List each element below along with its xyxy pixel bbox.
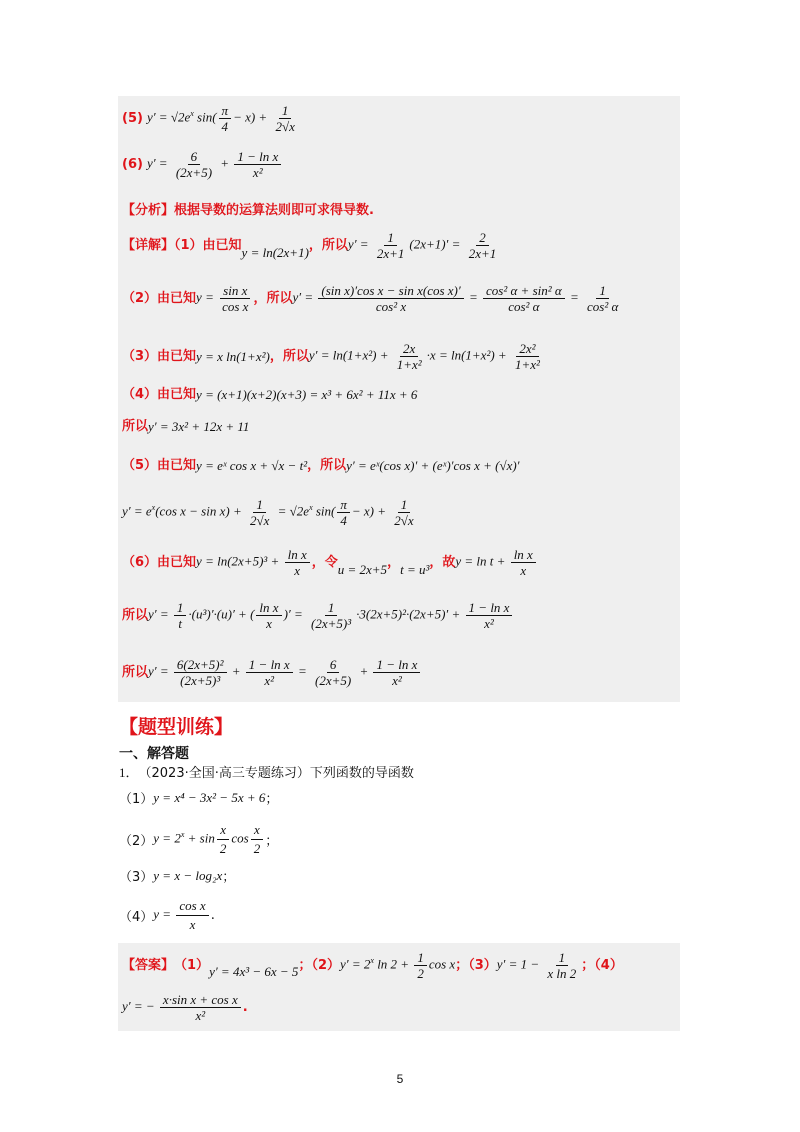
detail-6-result-1-expr: y′ = $\frac{1}{t}$ ·(u³)′·(u)′ + ( $\frac{\text{ln x}}{x}$ )′ = $\frac{1}{\text{(2x+5)³}}$ ·3(2x+5)²·(2x+5)′ + $\frac{\text{1 − ln x}}{\text{x²}}$ [148, 601, 514, 630]
question-stem [119, 762, 414, 781]
sub-title: 一、解答题 [119, 746, 189, 762]
answer-2-label: ；（2） [298, 958, 340, 973]
detail-6-result-1 [122, 601, 514, 630]
detail-5-result: y′ = eˣ(cos x)′ + (eˣ)′cos x + (√x)′ [346, 458, 520, 473]
detail-6-let: ，令 [311, 555, 338, 570]
detail-6-result-2-expr: y′ = $\frac{\text{6(2x+5)²}}{\text{(2x+5)³}}$ + $\frac{\text{1 − ln x}}{\text{x²}}$ = $\frac{6}{(2x+5)}$ + $\frac{\text{1 − ln x}}{\text{x²}}$ [148, 658, 422, 687]
detail-6-result-2 [122, 658, 422, 687]
detail-6-comma: ， [387, 555, 401, 570]
detail-3 [122, 342, 545, 371]
detail-6-t: t = u³ [400, 562, 430, 577]
detail-6-u: u = 2x+5 [337, 562, 388, 577]
page-number: 5 [396, 1072, 404, 1086]
question-part-2 [119, 822, 278, 857]
detail-2-expr: y = $\frac{\text{sin x}}{\text{cos x}}$ [196, 283, 249, 314]
question-part-1 [119, 788, 278, 807]
detail-3-label: （3）由已知 [122, 349, 197, 364]
part-1-label: （1） [119, 792, 154, 807]
answer-label: 【答案】 [122, 958, 175, 973]
item-6 [122, 150, 283, 179]
detail-4-label: （4）由已知 [122, 387, 197, 402]
part-2-expr: $y = 2^x + \sin$ $\frac{x}{2}$ cos $\frac{x}{2}$ [153, 822, 265, 857]
detail-1-label: 【详解】（1）由已知 [122, 238, 242, 253]
part-2-label: （2） [119, 834, 154, 849]
detail-2-label: （2）由已知 [122, 291, 197, 306]
detail-2 [122, 284, 623, 313]
solution-box [118, 96, 680, 702]
answer-3-label: ；（3） [455, 958, 497, 973]
part-1-end: ； [265, 792, 279, 807]
section-title: 【题型训练】 [119, 716, 234, 738]
part-2-end: ； [265, 834, 279, 849]
detail-4-result-line [122, 420, 249, 433]
item-6-label: (6) [122, 157, 143, 172]
analysis [122, 204, 374, 217]
answer-4-label: ；（4） [581, 958, 623, 973]
answer-box [118, 943, 680, 1031]
answer-line-2 [122, 993, 248, 1022]
detail-3-result: y′ = ln(1+x²) + $\frac{2x}{\text{1+x²}}$ ·x = ln(1+x²) + $\frac{\text{2x²}}{\text{1+x²}}$ [308, 341, 540, 372]
detail-1-so: ，所以 [308, 238, 348, 253]
answer-1-label: （1） [174, 958, 210, 973]
detail-1-result: y′ = $\frac{1}{2x+1}$ (2x+1)′ = $\frac{2}{2x+1}$ [347, 230, 497, 261]
item-6-expr: y′ = $\frac{6}{(2x+5)}$ + $\frac{\text{1 − ln x}}{\text{x²}}$ [147, 150, 283, 179]
detail-5-line-2 [122, 498, 419, 527]
question-source: （2023·全国·高三专题练习）下列函数的导函数 [138, 766, 414, 781]
answer-2: $y' = 2^x$ ln 2 + $\frac{1}{2}$ cos x [339, 950, 456, 981]
answer-line-1 [122, 951, 623, 980]
detail-6-thus: ，故 [429, 555, 456, 570]
item-5-expr: $y' = √2e^x$ sin( $\frac{\pi}{4}$ − x) + $\frac{1}{2√x}$ [146, 103, 295, 134]
question-number: 1． [119, 765, 139, 780]
part-4-label: （4） [119, 910, 154, 925]
detail-6-so-1: 所以 [122, 608, 149, 623]
detail-5-expr: y = eˣ cos x + √x − t² [196, 458, 308, 473]
item-5 [122, 104, 300, 133]
answer-4: y′ = − $\frac{\text{x·sin x + cos x}}{\text{x²}}$ [122, 993, 243, 1022]
detail-3-expr: y = x ln(1+x²) [196, 349, 270, 364]
item-5-label: (5) [122, 111, 143, 126]
answer-3: y′ = 1 − $\frac{1}{\text{x ln 2}}$ [496, 950, 577, 981]
detail-5-label: （5）由已知 [122, 458, 197, 473]
answer-1: y′ = 4x³ − 6x − 5 [209, 964, 299, 979]
detail-6-label: （6）由已知 [122, 555, 197, 570]
part-3-label: （3） [119, 870, 154, 885]
detail-5 [122, 459, 520, 472]
detail-6-so-2: 所以 [122, 665, 149, 680]
detail-2-so: ，所以 [253, 291, 293, 306]
detail-6 [122, 548, 538, 577]
detail-4-so: 所以 [122, 419, 149, 434]
part-4-expr: y = $\frac{\text{cos x}}{x}$ [153, 898, 210, 933]
detail-1 [122, 231, 501, 260]
detail-6-expr: y = ln(2x+5)³ + $\frac{\text{ln x}}{x}$ [196, 548, 312, 577]
detail-4 [122, 388, 417, 401]
analysis-text: 【分析】根据导数的运算法则即可求得导数. [122, 203, 374, 218]
detail-4-expr: y = (x+1)(x+2)(x+3) = x³ + 6x² + 11x + 6 [196, 387, 418, 402]
detail-6-y: y = ln t + $\frac{\text{ln x}}{x}$ [455, 548, 537, 577]
detail-2-result: y′ = $\frac{\text{(sin x)′cos x − sin x(cos x)′}}{\text{cos² x}}$ = $\frac{\text{cos² α + sin² α}}{\text{cos² α}}$ = $\frac{1}{\text{cos² α}}$ [292, 283, 619, 314]
part-3-end: ； [222, 870, 236, 885]
detail-3-so: ，所以 [269, 349, 309, 364]
part-4-end: . [210, 908, 215, 923]
question-part-4 [119, 898, 215, 933]
detail-5-so: ，所以 [307, 458, 347, 473]
question-part-3 [119, 866, 235, 885]
detail-4-result: y′ = 3x² + 12x + 11 [148, 419, 250, 434]
part-1-expr: y = x⁴ − 3x² − 5x + 6 [153, 789, 266, 805]
detail-5-line-2-expr: $y' = e^x(\cos$ x − sin x) + $\frac{1}{2√x}$ = $√2e^x$ sin( $\frac{\pi}{4}$ − x) + $\frac{1}{2√x}$ [122, 497, 414, 528]
part-3-expr: y = x − log₂x [153, 867, 223, 883]
detail-1-expr: y = ln(2x+1) [241, 245, 309, 260]
answer-end: . [242, 1000, 248, 1015]
